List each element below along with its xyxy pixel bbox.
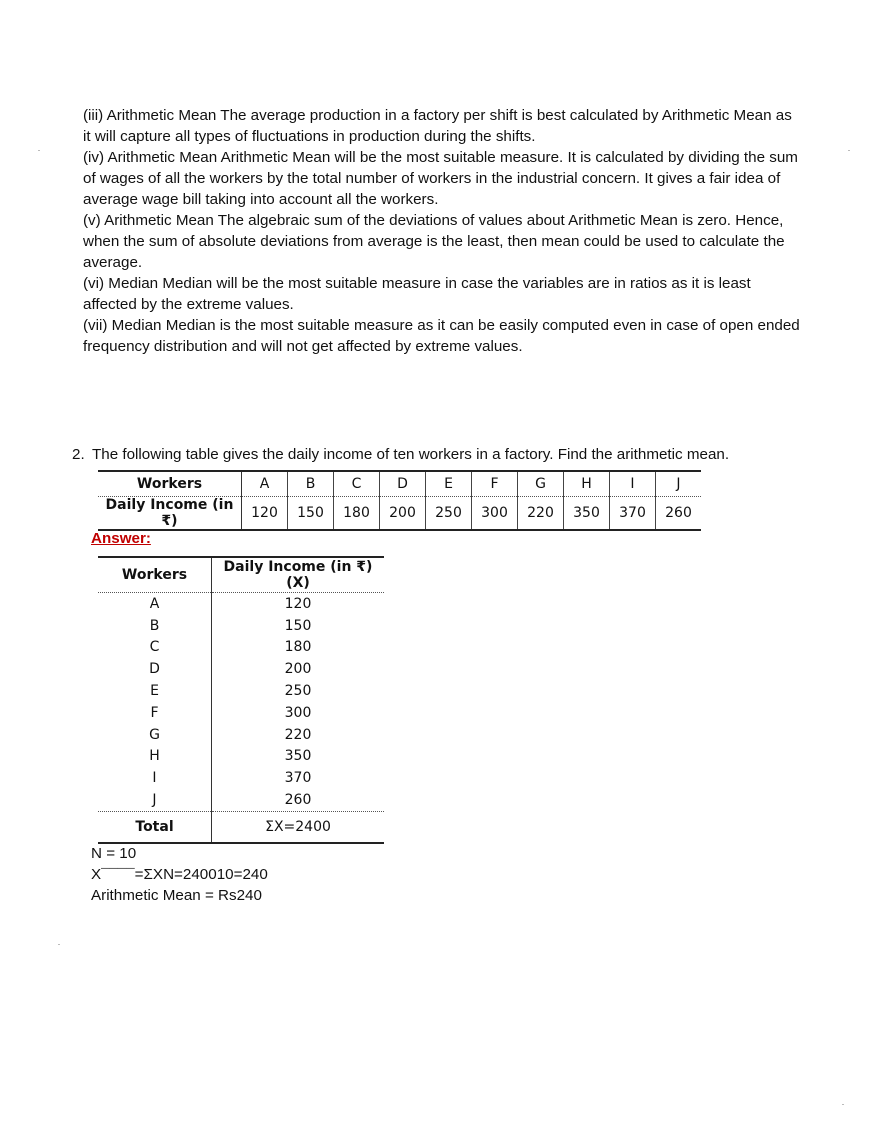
income-cell: 180 — [334, 497, 380, 531]
income-cell: 120 — [284, 595, 312, 612]
table-row — [98, 637, 384, 659]
worker-cell: F — [472, 471, 518, 497]
worker-cell: E — [98, 680, 212, 702]
table-row — [98, 767, 384, 789]
table-row — [98, 702, 384, 724]
income-cell: 150 — [284, 617, 312, 634]
calculation — [91, 843, 268, 906]
scan-speck — [842, 1104, 844, 1105]
income-label: Daily Income (in ₹) — [98, 497, 242, 531]
total-value: ΣX=2400 — [212, 811, 385, 843]
worker-cell: F — [98, 702, 212, 724]
worker-cell: I — [98, 767, 212, 789]
calc-line-mean-formula: X¯¯¯¯=ΣXN=240010=240 — [91, 866, 268, 883]
worker-cell: G — [518, 471, 564, 497]
total-label: Total — [98, 811, 212, 843]
answer-explanations — [83, 105, 803, 357]
worker-cell: I — [610, 471, 656, 497]
income-cell: 260 — [284, 792, 312, 809]
workers-row — [98, 471, 701, 497]
income-cell: 350 — [564, 497, 610, 531]
income-cell: 200 — [284, 661, 312, 678]
workers-header: Workers — [98, 557, 212, 593]
table-row — [98, 789, 384, 811]
table-row — [98, 746, 384, 768]
worker-cell: B — [288, 471, 334, 497]
worker-cell: A — [98, 593, 212, 615]
worker-cell: E — [426, 471, 472, 497]
worker-cell: H — [564, 471, 610, 497]
scan-speck — [58, 944, 60, 945]
paragraph-iii: (iii) Arithmetic Mean The average production in a factory per shift is best calculated by Arithmetic Mean as it will capture all types of fluctuations in production during the shifts. — [83, 107, 792, 145]
paragraph-vi: (vi) Median Median will be the most suitable measure in case the variables are in ratios as it is least affected by the extreme values. — [83, 275, 751, 313]
income-cell: 370 — [610, 497, 656, 531]
income-cell: 200 — [380, 497, 426, 531]
paragraph-iv: (iv) Arithmetic Mean Arithmetic Mean will be the most suitable measure. It is calculated by dividing the sum of wages of all the workers by the total number of workers in the industrial concern. It gives a fair idea of average wage bill taking into account all the workers. — [83, 149, 798, 208]
worker-cell: B — [98, 615, 212, 637]
income-cell: 250 — [284, 683, 312, 700]
question-number: 2. — [72, 446, 85, 463]
scan-speck — [848, 150, 850, 151]
income-cell: 220 — [284, 726, 312, 743]
worker-cell: A — [242, 471, 288, 497]
calc-line-result: Arithmetic Mean = Rs240 — [91, 887, 262, 904]
question-text: The following table gives the daily income of ten workers in a factory. Find the arithmetic mean. — [92, 446, 730, 463]
paragraph-vii: (vii) Median Median is the most suitable measure as it can be easily computed even in case of open ended frequency distribution and will not get affected by extreme values. — [83, 317, 800, 355]
income-header: Daily Income (in ₹) (X) — [212, 557, 385, 593]
income-row — [98, 497, 701, 531]
scan-speck — [38, 150, 40, 151]
table-row — [98, 615, 384, 637]
calc-line-n: N = 10 — [91, 845, 137, 862]
income-cell: 260 — [656, 497, 702, 531]
income-cell: 370 — [284, 770, 312, 787]
worker-cell: D — [380, 471, 426, 497]
question-income-table — [98, 470, 701, 531]
worker-cell: J — [98, 789, 212, 811]
income-cell: 180 — [284, 639, 312, 656]
paragraph-v: (v) Arithmetic Mean The algebraic sum of the deviations of values about Arithmetic Mean is zero. Hence, when the sum of absolute deviations from average is the least, then mean could be used to calculate the average. — [83, 212, 785, 271]
income-cell: 300 — [472, 497, 518, 531]
worker-cell: H — [98, 746, 212, 768]
total-row — [98, 811, 384, 843]
worker-cell: J — [656, 471, 702, 497]
answer-heading: Answer: — [91, 530, 151, 547]
income-cell: 300 — [284, 704, 312, 721]
workers-label: Workers — [98, 471, 242, 497]
table-row — [98, 680, 384, 702]
table-row — [98, 593, 384, 615]
income-cell: 120 — [242, 497, 288, 531]
income-cell: 220 — [518, 497, 564, 531]
worker-cell: C — [98, 637, 212, 659]
table-row — [98, 658, 384, 680]
answer-table — [98, 556, 384, 844]
income-cell: 150 — [288, 497, 334, 531]
worker-cell: D — [98, 658, 212, 680]
income-cell: 250 — [426, 497, 472, 531]
worker-cell: C — [334, 471, 380, 497]
question-2 — [72, 444, 832, 465]
worker-cell: G — [98, 724, 212, 746]
table-row — [98, 724, 384, 746]
income-cell: 350 — [284, 748, 312, 765]
answer-table-header — [98, 557, 384, 593]
